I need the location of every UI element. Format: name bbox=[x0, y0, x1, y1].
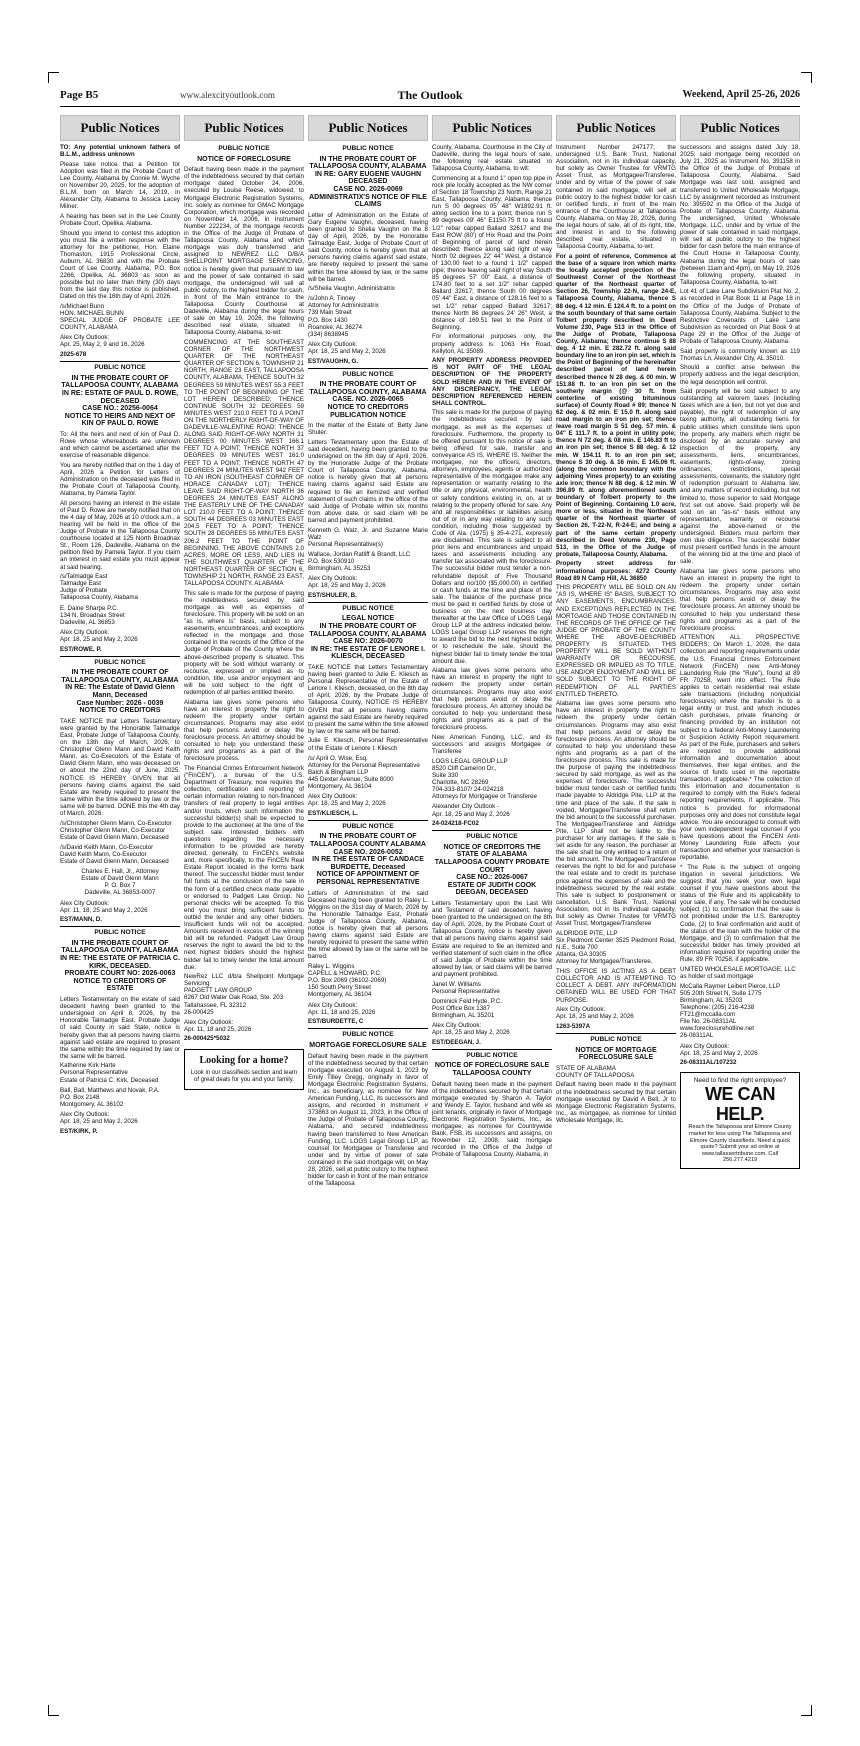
notice-divider bbox=[308, 368, 428, 369]
notice-label: PUBLIC NOTICE bbox=[342, 822, 394, 830]
notice-heading: NOTICE OF CREDITORS THE STATE OF ALABAMA TALLAPOOSA COUNTY PROBATE COURT CASE NO.: 2026-0067 ESTATE OF JUDITH COOK DEEGAN, DECEASED bbox=[434, 843, 550, 897]
promo-text: Reach the Tallapoosa and Elmore County market for less using The Tallapoosa and Elmore County classifieds. Need a quick quote? Submit your ad online at www.tallassertribune.com. Call 256.277.4219 bbox=[688, 1124, 792, 1164]
notice-heading: IN THE PROBATE COURT OF TALLAPOOSA COUNTY, ALABAMA IN RE: THE ESTATE OF PATRICIA C. KIRK, DECEASED. PROBATE COURT NO: 2026-0063 NOTICE TO CREDITORS OF ESTATE bbox=[60, 939, 180, 993]
notice-text: To: All the heirs and next of kin of Paul D. Rowe whose whereabouts are unknown and which cannot be ascertained after the exercise of reasonable diligence. bbox=[60, 430, 180, 460]
crop-mark-top-right bbox=[801, 72, 812, 83]
notice-divider bbox=[60, 656, 180, 657]
signature-block bbox=[60, 303, 180, 331]
address-line: 739 Main Street bbox=[308, 309, 352, 317]
address-line: 505 20th Street N, Suite 1775 bbox=[680, 989, 762, 997]
signature-line: 6267 Old Water Oak Road, Ste. 203 bbox=[184, 994, 284, 1002]
publication-dates: Alex City Outlook: Apr. 18, 25 and May 2, 2026 bbox=[308, 340, 386, 355]
address-line: Montgomery, AL 36104 bbox=[308, 991, 372, 999]
column-heading: Public Notices bbox=[308, 115, 428, 141]
notice-label: PUBLIC NOTICE bbox=[342, 1031, 394, 1039]
notice-label: PUBLIC NOTICE bbox=[342, 370, 394, 378]
address-line: McCalla Raymer Leibert Pierce, LLP bbox=[680, 982, 781, 990]
notice-text: Should you intend to contest this adoption you must file a written response with the attorney for the petitioner, Hon. Elaine Thomaston, 1915 Professional Circle, Auburn, AL 36830 and with the Probate Court of Lee County, Alabama, P.O. Box 2266, Opelika, AL 36803 as soon as possible but no later than thirty (30) days from the last day this notice is published. Dated on this the 16th day of April, 2026. bbox=[60, 229, 180, 301]
address-line: 150 South Perry Street bbox=[308, 984, 371, 992]
notice-reference: 1263-5397A bbox=[556, 1022, 591, 1030]
address-line: Charles E. Hall, Jr., Attorney bbox=[81, 868, 159, 876]
notice-text: Please take notice that a Petition for Adoption was filed in the Probate Court of Lee County, Alabama by Connie M. Wyche on November 20, 2025, for the adoption of B.L.M. born on March 14, 2019, in Alexander City, Alabama to Jessica Lacey Milner. bbox=[60, 160, 180, 211]
promo-headline: WE CAN HELP. bbox=[705, 1084, 775, 1125]
site-url[interactable]: www.alexcityoutlook.com bbox=[180, 90, 275, 100]
address-line: ALDRIDGE PITE, LLP bbox=[556, 929, 618, 937]
signature-line: Christopher Glenn Mann, Co-Executor bbox=[60, 826, 166, 834]
address-line: File No. 26-08311AL bbox=[680, 1018, 737, 1026]
address-line: Attorneys for Mortgagee or Transferee bbox=[432, 793, 537, 801]
notice-reference: EST/SHULER, B. bbox=[308, 591, 357, 599]
notice-text: Alabama law gives some persons who have an interest in property the right to redeem the property under certain circumstances. Programs may also exist that help persons avoid or delay the foreclosure process. An attorney should be consulted to help you understand these rights and programs as a part of the foreclosure process. bbox=[680, 567, 800, 632]
notice-label: PUBLIC NOTICE bbox=[590, 1035, 642, 1043]
column-4 bbox=[432, 115, 552, 1695]
signature-block bbox=[308, 527, 428, 548]
notice-reference: EST/ROWE, P. bbox=[60, 645, 102, 653]
column-heading: Public Notices bbox=[60, 115, 180, 141]
notice-heading: LEGAL NOTICE IN THE PROBATE COURT OF TALLAPOOSA COUNTY, ALABAMA CASE NO: 2026-0070 IN RE: THE ESTATE OF LENORE I. KLIESCH, DECEASED bbox=[309, 615, 427, 661]
notice-reference: 26-000425*5032 bbox=[184, 1035, 230, 1043]
signature-line: Julie E. Kliesch, Personal Representative of the Estate of Lenore I. Kliesch bbox=[308, 737, 428, 752]
notice-text: Letters Testamentary upon the Estate of said decedent, having been granted to the undersigned on the 8th day of April, 2026, by the Honorable Judge of the Probate Court of Tallapoosa County, Alabama, notice is hereby given that all persons having claims against said Estate are required to file an itemized and verified statement of such claims in the office of the said Judge of Probate within six months from above date, or said claim will be barred and payment prohibited. bbox=[308, 438, 428, 524]
column-1 bbox=[60, 115, 180, 1695]
attorney-address bbox=[60, 868, 180, 896]
notice-text: Alabama law gives some persons who have an interest in property the right to redeem the property under certain circumstances. Programs may also exist that help persons avoid or delay the foreclosure process. An attorney should be consulted to help you understand these rights and programs as a part of the foreclosure process. This sale is made for the purpose of paying the indebtedness secured by said mortgage, as well as the expenses of foreclosure. The successful bidder must tender cash or certified funds made payable to Aldridge Pite, LLP at the time and place of the sale. If the sale is voided, Mortgagee/Transferee shall return the bid amount to the successful purchaser. The Mortgagee/Transferee and Aldridge Pite, LLP shall not be liable to the purchaser for any damages. If the sale is set aside for any reason, the purchaser at the sale shall be only entitled to a return of the bid amount. The Mortgagee/Transferee reserves the right to bid for and purchase the real estate and to credit its purchase price against the expenses of sale and the indebtedness secured by the real estate. This sale is subject to postponement or cancellation. U.S. Bank Trust, National Association, not in its individual capacity, but solely as Owner Trustee for VRMTG Asset Trust, Mortgagee/Transferee bbox=[556, 700, 676, 928]
legal-description: For a point of reference, Commence at the base of a square iron which marks the locally accepted projection of the Southwest Corner of the Northeast quarter of the Northeast quarter of Section 26, Township 22-N, range 24-E, Tallapoosa County, Alabama, thence S 88 deg. 4 12 min. E 124.4 ft. to a point on the south boundary of that same certain Tolbert property described in Deed Volume 230, Page 513 in the Office of the Judge of Probate, Tallapoosa County, Alabama; thence continue S 88 deg. 4 12 min. E 282.72 ft. along said boundary line to an iron pin set, which is the Point of Beginning of the hereinafter described parcel of land herein described thence N 28 deg. & 00 min. W 151.88 ft. to an iron pin set on the southerly margin (@ 30 ft. from centerline of existing bituminous surface) of County Road # 89; thence N 62 deg. & 02 min. E 15.0 ft. along said road margin to an iron pin set; thence leave road margin S 51 deg. 57 min. & 04" E 111.7 ft. to a point in utility pole; thence N 72 deg. & 08 min. E 146.83 ft to an iron pin set; thence S 88 deg. & 12 min. W 154.11 ft. to an iron pin set; thence S 30 deg. & 16 min. E 145.06 ft. (along the common boundary with the adjoining Vines property) to an existing axle iron; thence N 88 deg. & 12 min. W 396.89 ft. along aforementioned south boundary of Tolbert property to the Point of Beginning. Containing 1.0 acre, more or less, situated in the Northeast quarter of the Northeast quarter of Section 26, T-22-N, R-24-E; and being a part of the same certain property described in Deed Volume 230, Page 513, in the Office of the Judge of probate, Tallapoosa County, Alabama. bbox=[556, 252, 676, 558]
legal-description: Lot 41 of Lake Lane Subdivision Plat No. 2, as recorded in Plat Book 11 at Page 18 in the Office of the Judge of Probate of Tallapoosa County, Alabama. Subject to the Restrictive Covenants of Lake Lane Subdivision as recorded on Plat Book 9 at Page 29 in the Office of the Judge of Probate of Tallapoosa County, Alabama. bbox=[680, 288, 800, 346]
address-line: Montgomery, AL 36102 bbox=[60, 1100, 124, 1108]
issue-date: Weekend, April 25-26, 2026 bbox=[682, 89, 800, 100]
notice-divider bbox=[556, 1033, 676, 1034]
notice-text: In the matter of the Estate of: Betty Jane Shuler. bbox=[308, 422, 428, 437]
address-line: P.O. Box 1430 bbox=[308, 316, 348, 324]
signature-line: Tallahassee, FL 32312 bbox=[184, 1001, 247, 1009]
notice-text: Letters Testamentary on the estate of said decedent having been granted to the undersigned on April 8, 2026, by the Honorable Talmadge East, Probate Judge of said County in said State, notice is hereby given that all persons having claims against said estate are required to present the same within the time required by law or the same will be barred. bbox=[60, 996, 180, 1060]
notice-heading: NOTICE OF FORECLOSURE SALE TALLAPOOSA COUNTY bbox=[434, 1062, 550, 1077]
signature-line: Katherine Kirk Harte bbox=[60, 1062, 116, 1070]
address-line: Attorney for the Personal Representative bbox=[308, 761, 420, 769]
attorney-address bbox=[60, 605, 180, 626]
classifieds-promo bbox=[184, 1049, 304, 1090]
address-line: www.foreclosurehotline.net bbox=[680, 1025, 754, 1033]
publication-dates: Alex City Outlook: Apr. 18, 25 and May 2, 2026 bbox=[60, 1110, 138, 1126]
signature-block bbox=[60, 820, 180, 841]
notice-label: PUBLIC NOTICE bbox=[94, 364, 146, 372]
notice-label: PUBLIC NOTICE bbox=[466, 833, 518, 841]
column-5 bbox=[556, 115, 676, 1695]
notice-text: This sale is made for the purpose of paying the indebtedness secured by said mortgage as well as expenses of foreclosure. This property will be sold on an "as is, where is" basis, subject to any easements, encumbrances, and exceptions reflected in the mortgage and those contained in the records of the Office of the Judge of Probate of the County where the above-described property is situated. This property will be sold without warranty or recourse, expressed or implied as to condition, title, use and/or enjoyment and will be sold subject to the right of redemption of all parties entitled thereto. bbox=[184, 589, 304, 697]
column-body bbox=[60, 144, 180, 1695]
notice-text: This sale is made for the purpose of paying the indebtedness secured by said mortgage, as well as the expenses of foreclosure. Furthermore, the property to be offered pursuant to this notice of sale is being offered for sale, transfer and conveyance AS IS, WHERE IS. Neither the mortgagee, nor the officers, directors, attorneys, employees, agents or authorized representative of the mortgagee make any representation or warranty relating to the title or any physical, environmental, health or safety conditions existing in, on, at or relating to the property offered for sale. Any and all responsibilities or liabilities arising out of or in any way relating to any such condition, including those suggested by Code of Ala. (1975) § 35-4-271, expressly are disclaimed. This sale is subject to all prior liens and encumbrances and unpaid taxes and assessments including any transfer tax associated with the foreclosure. The successful bidder must tender a non-refundable deposit of Five Thousand Dollars and no/100 ($5,000.00) in certified or cash funds at the time and place of the sale. The balance of the purchase price must be paid in certified funds by close of business on the next business day thereafter at the Law Office of LOGS Legal Group LLP at the address indicated below. LOGS Legal Group LLP reserves the right to award the bid to the next highest bidder, or to reschedule the sale, should the highest bidder fail to timely tender the total amount due. bbox=[432, 409, 552, 665]
legal-description: Commencing at a found 1" open top pipe in rock pile locally accepted as the NW corner of Section 18 Township 23 North, Range 21 East, Tallapoosa County, Alabama; thence run S 00 degrees 05' 48" W1892.91 ft. along section line to a point; thence run S 89 degrees 09' 46" E1150.75 ft to a found 1/2" rebar capped Ballard 32617 and the East ROW (80') of Hix Road and the Point of Beginning of parcel of land herein described; thence along said right of way North 02 degrees 22' 44" West, a distance of 130.00 feet to a found 1 1/2" capped pipe; thence leaving said right of way South 85 degrees 57' 00" East, a distance of 174.80 feet to a set 1/2" rebar capped Ballard 32617; thence South 00 degrees 05' 44" East, a distance of 128.16 feet to a set 1/2" rebar capped Ballard 32617; thence North 86 degrees 24' 26" West, a distance of 169.51 feet to the Point of Beginning. bbox=[432, 174, 552, 331]
address-line: LOGS LEGAL GROUP LLP bbox=[432, 757, 508, 765]
address-line: Birmingham, AL 35201 bbox=[432, 1011, 495, 1019]
notice-divider bbox=[308, 1028, 428, 1029]
signature-line: Estate of David Glenn Mann, Deceased bbox=[60, 858, 169, 866]
signature-block bbox=[308, 737, 428, 751]
signature-line: SPECIAL JUDGE OF PROBATE LEE COUNTY, ALABAMA bbox=[60, 317, 180, 332]
address-line: Post Office Box 1387 bbox=[432, 1004, 491, 1012]
promo-tagline: Need to find the right employee? bbox=[693, 1077, 787, 1085]
address-line: Ball, Ball, Matthews and Novak, P.A. bbox=[60, 1086, 160, 1094]
notice-text: For informational purposes only, the property address is: 1063 Hix Road, Kellyton, AL 35089. bbox=[432, 333, 552, 355]
signature-line: /s/Michael Bunn bbox=[60, 302, 105, 310]
signature-block bbox=[432, 981, 552, 995]
notices-columns bbox=[60, 115, 800, 1695]
signature-line: David Keith Mann, Co-Executor bbox=[60, 850, 147, 858]
crop-mark-top-left bbox=[48, 72, 59, 83]
notice-text: TAKE NOTICE that Letters Testamentary having been granted to Julie E. Kliesch as Personal Representative of the Estate of Lenore I. Kliesch, deceased, on the 8th day of April, 2026, by the Probate Judge of Tallapoosa County, NOTICE IS HEREBY GIVEN that all persons having claims against the said Estate are hereby required to present the same within the time allowed by law or the same will be barred. bbox=[308, 664, 428, 735]
publication-dates: Alex City Outlook: Apr. 11, 18 and 25, 2026 bbox=[184, 1018, 252, 1033]
attorney-address bbox=[556, 930, 676, 965]
publication-dates: Alex City Outlook: Apr. 18, 25 and May 2, 2026 bbox=[308, 793, 386, 808]
notice-text: You are hereby notified that on the 1 day of April, 2026 a Petition for Letters of Administration on the deceased was filed in the Probate Court of Tallapoosa County, Alabama, by Pamela Taylor. bbox=[60, 461, 180, 498]
notice-label: PUBLIC NOTICE bbox=[342, 604, 394, 612]
address-line: Attorney for Administratrix bbox=[308, 302, 379, 310]
notice-text: Letters Testamentary upon the Last Will and Testament of said decedent, having been granted to the undersigned on the 8th day of April, 2026, by the Probate Court of Tallapoosa County, notice is hereby given that all persons having claims against said Estate are required to file an itemized and verified statement of such claim in the office of said Judge of Probate within the time allowed by law, or said claims will be barred and payment prohibited. bbox=[432, 899, 552, 978]
address-line: Estate of David Glenn Mann bbox=[81, 875, 159, 883]
attorney-address bbox=[680, 983, 800, 1040]
page-header bbox=[60, 88, 800, 107]
notice-heading: NOTICE OF FORECLOSURE bbox=[197, 155, 291, 163]
notice-text: STATE OF ALABAMA COUNTY OF TALLAPOOSA bbox=[556, 1064, 635, 1079]
publication-dates: Alex City Outlook: Apr. 18, 25 and May 2, 2026 bbox=[680, 1042, 758, 1057]
address-line: Wallace, Jordan Ratliff & Brandt, LLC bbox=[308, 550, 411, 558]
publication-dates: Alex City Outlook: Apr. 18, 25 and May 2, 2026 bbox=[60, 628, 138, 643]
signature-line: /s/Christopher Glenn Mann, Co-Executor bbox=[60, 819, 172, 827]
signature-line: HON. MICHAEL BUNN bbox=[60, 310, 124, 318]
notice-reference: 2025-678 bbox=[60, 351, 87, 359]
signature-line: Kenneth G. Walz, Jr. and Suzanne Marie Walz bbox=[308, 526, 428, 541]
newspaper-title: The Outlook bbox=[397, 88, 463, 102]
signature-line: Estate of David Glenn Mann, Deceased bbox=[60, 833, 169, 841]
notice-text: Said property will be sold subject to any outstanding ad valorem taxes (including taxes which are a lien, but not yet due and payable), the right of redemption of any taxing authority, all outstanding liens for public utilities which constitute liens upon the property, any matters which might be disclosed by an accurate survey and inspection of the property, any assessments, liens, encumbrances, easements, rights-of-way, zoning ordinances, restrictions, special assessments, covenants, the statutory right of redemption pursuant to Alabama law, and any matters of record including, but not limited to, those superior to said Mortgage first set out above. Said property will be sold on an "as-is" basis without any representation, warranty or recourse against the above-named or the undersigned. Bidders must perform their own due diligence. The successful bidder must present certified funds in the amount of the winning bid at the time and place of sale. bbox=[680, 388, 800, 566]
notice-heading: IN THE PROBATE COURT OF TALLAPOOSA COUNTY, ALABAMA IN RE: The Estate of David Glenn Mann, Deceased Case Number: 2026 - 0039 NOTICE TO CREDITORS bbox=[61, 669, 179, 715]
signature-line: UNITED WHOLESALE MORTGAGE, LLC bbox=[680, 965, 796, 973]
attorney-address bbox=[308, 295, 428, 338]
notice-heading: IN THE PROBATE COURT OF TALLAPOOSA COUNTY, ALABAMA IN RE: GARY EUGENE VAUGHN DECEASED CASE NO. 2026-0069 ADMINISTRATIX'S NOTICE OF FILE CLAIMS bbox=[309, 155, 427, 209]
address-line: 8520 Cliff Cameron Dr., bbox=[432, 764, 497, 772]
signature-line: Talmadge East bbox=[60, 580, 101, 588]
address-line: CAPELL & HOWARD, P.C. bbox=[308, 970, 382, 978]
publication-dates: Alexander City Outlook - Apr. 18, 25 and May 2, 2026 bbox=[432, 803, 510, 818]
notice-text: Letter of Administration on the Estate of Gary Eugene Vaughn, deceased, having been granted to Shelia Vaughn on the 8 day of April, 2026, by the Honorable Talmadge East, Judge of Probate Court of said County, notice is hereby given that all persons having claims against said estate, are hereby required to present the same within the time allowed by law, or the same will be barred. bbox=[308, 211, 428, 283]
notice-reference: EST/KIRK, P. bbox=[60, 1127, 98, 1135]
notice-heading: IN THE PROBATE COURT OF TALLAPOOSA COUNTY, ALABAMA CASE. NO. 2026-0065 NOTICE TO CREDITORS PUBLICATION NOTICE bbox=[309, 381, 427, 419]
notice-text: The Financial Crimes Enforcement Network ("FinCEN"), a bureau of the U.S. Department of Treasury, now requires the collection, certification and reporting of certain information relating to non-financed transfers of real property to legal entities and/or trusts, which such information the successful bidder(s) shall be expected to provide to the auctioneer at the time of the subject sale. Interested bidders with questions regarding the necessary information to be provided are hereby directed, generally, to FinCEN's website and, more specifically, to the FinCEN Real Estate Report located in the forms bank thereof. The successful bidder must tender full funds at the conclusion of the sale in the form of a certified check made payable or endorsed to Padgett Law Group. No personal checks will be accepted. To this end you must bring sufficient funds to outbid the lender and any other bidders. Insufficient funds will not be accepted. Amounts received in excess of the winning bid will be refunded. Padgett Law Group reserves the right to award the bid to the next highest bidders should the highest bidder fail to timely tender the total amount due. bbox=[184, 764, 304, 971]
signature-block bbox=[60, 1062, 180, 1083]
notice-reference: EST/MANN, D. bbox=[60, 916, 102, 924]
notice-label: PUBLIC NOTICE bbox=[94, 929, 146, 937]
notice-text: A hearing has been set in the Lee County Probate Court, Opelika, Alabama. bbox=[60, 212, 180, 227]
signature-line: as holder of said mortgage bbox=[680, 972, 754, 980]
column-heading: Public Notices bbox=[432, 115, 552, 141]
address-line: Raley L. Wiggins bbox=[308, 963, 355, 971]
notice-text: Alabama law gives some persons who have an interest in property the right to redeem the property under certain circumstances. Programs may also exist that help persons avoid or delay the foreclosure process. An attorney should be consulted to help you understand these rights and programs as a part of the foreclosure process. bbox=[184, 698, 304, 763]
signature-line: /s/Shelia Vaughn, Administratrix bbox=[308, 285, 395, 293]
address-line: /s/John A. Tinney bbox=[308, 295, 356, 303]
address-line: Atlanta, GA 30305 bbox=[556, 951, 607, 958]
address-line: 26-08311AL bbox=[680, 1032, 714, 1040]
address-line: Dadeville, AL 36853 bbox=[60, 618, 115, 626]
address-line: Birmingham, AL 35203 bbox=[680, 996, 743, 1004]
signature-line: /s/David Keith Mann, Co-Executor bbox=[60, 843, 154, 851]
property-address: Said property is commonly known as 119 Thomas Ln, Alexander City, AL 35010. bbox=[680, 347, 800, 362]
notice-heading: IN THE PROBATE COURT OF TALLAPOOSA COUNTY ALABAMA CASE NO. 2026-0052 IN RE THE ESTATE OF CANDACE BURDETTE, Deceased NOTICE OF APPOINTMENT OF PERSONAL REPRESENTATIVE bbox=[310, 833, 426, 887]
publication-dates: Alex City Outlook: Apr. 25, May 2, 9 and 16, 2026 bbox=[60, 334, 145, 349]
signature-line: 26-000425 bbox=[184, 1008, 214, 1016]
address-line: Dadeville, AL 36853-0007 bbox=[84, 889, 156, 897]
address-line: Attorney for Mortgagee/Transferee. bbox=[556, 958, 653, 966]
notice-text: Should a conflict arise between the property address and the legal description, the legal description will control. bbox=[680, 364, 800, 386]
notice-text: Default having been made in the payment of the indebtedness secured by that certain mortgage executed by Sharon A. Taylor and Wendy E. Taylor, husband and wife as joint tenants, originally in favor of Mortgage Electronic Registration Systems, Inc., as mortgagee, as nominee for Countrywide Bank, FSB, its successors and assigns, on November 12, 2008, said mortgage recorded in the Office of the Judge of Probate of Tallapoosa County, Alabama, in bbox=[432, 1080, 552, 1159]
attorney-address bbox=[432, 998, 552, 1019]
signature-block bbox=[60, 844, 180, 865]
notice-divider bbox=[308, 820, 428, 821]
signature-line: PADGETT LAW GROUP bbox=[184, 987, 252, 995]
notice-text: County, Alabama, Courthouse in the City of Dadeville, during the legal hours of sale, the following real estate situated in Tallapoosa County, Alabama, to wit: bbox=[432, 144, 552, 173]
notice-reference: EST/DEEGAN, J. bbox=[432, 1038, 481, 1046]
notice-text: TAKE NOTICE that Letters Testamentary were granted by the Honorable Talmadge East, Probate Judge of Tallapoosa County, on the 13th day of March, 2026, to Christopher Glenn Mann and David Keith Mann, as Co-Executors of the Estate of David Glenn Mann, who was deceased on or about the 22nd day of June, 2025. NOTICE IS HEREBY GIVEN that all persons having claims against the said Estate are hereby required to present the same within the time allowed by law or the same will be barred. DONE this the 4th day of March, 2026. bbox=[60, 717, 180, 817]
address-line: 134 N. Broadnax Street bbox=[60, 611, 125, 619]
notice-text: Alabama law gives some persons who have an interest in property the right to redeem the property under certain circumstances. Programs may also exist that help persons avoid or delay the foreclosure process. An attorney should be consulted to help you understand these rights and programs as a part of the foreclosure process. bbox=[432, 667, 552, 731]
column-2 bbox=[184, 115, 304, 1695]
notice-label: PUBLIC NOTICE bbox=[94, 658, 146, 666]
attorney-address bbox=[308, 755, 428, 790]
address-line: FT21@mccalla.com bbox=[680, 1011, 736, 1019]
address-line: Montgomery, AL 36104 bbox=[308, 783, 372, 790]
attorney-address bbox=[60, 1087, 180, 1108]
notice-heading: MORTGAGE FORECLOSURE SALE bbox=[309, 1041, 427, 1049]
address-line: Telephone: (205) 216-4238 bbox=[680, 1004, 755, 1012]
signature-block bbox=[680, 966, 800, 980]
signature-line: /s/Talmadge East bbox=[60, 573, 108, 581]
column-heading: Public Notices bbox=[680, 115, 800, 141]
column-heading: Public Notices bbox=[556, 115, 676, 141]
notice-heading: NOTICE OF MORTGAGE FORECLOSURE SALE bbox=[575, 1046, 657, 1062]
column-heading: Public Notices bbox=[184, 115, 304, 141]
notice-text: All persons having an interest in the estate of Paul D. Rowe are hereby notified that on the 4 day of May, 2026 at 10 o'clock a.m., a hearing will be held in the office of the Judge of Probate in the Tallapoosa County courthouse located at 125 North Broadnax St., Room 126, Dadeville, Alabama on the petition filed by Pamela Taylor. If you claim an interest in said estate you must appear at said hearing. bbox=[60, 499, 180, 571]
crop-mark-bottom-right bbox=[801, 1705, 812, 1716]
address-line: Birmingham, AL 35253 bbox=[308, 564, 371, 572]
notice-text: THIS PROPERTY WILL BE SOLD ON AN "AS IS, WHERE IS" BASIS, SUBJECT TO ANY EASEMENTS, ENCUMBRANCES, AND EXCEPTIONS REFLECTED IN THE MORTGAGE AND THOSE CONTAINED IN THE RECORDS OF THE OFFICE OF THE JUDGE OF PROBATE OF THE COUNTY WHERE THE ABOVE-DESCRIBED PROPERTY IS SITUATED. THIS PROPERTY WILL BE SOLD WITHOUT WARRANTY OR RECOURSE, EXPRESSED OR IMPLIED AS TO TITLE, USE AND/OR ENJOYMENT AND WILL BE SOLD SUBJECT TO THE RIGHT OF REDEMPTION OF ALL PARTIES ENTITLED THERETO. bbox=[556, 584, 676, 698]
signature-line: New American Funding, LLC, and its successors and assigns Mortgagee or Transferee bbox=[432, 733, 552, 755]
notice-text: Default having been made in the payment of the indebtedness secured by that certain mortgage executed on August 1, 2023 by Emily Tilley Gregg, originally in favor of Mortgage Electronic Registration Systems, Inc., as beneficiary, as nominee for New American Funding, LLC, its successors and assigns, and recorded in Instrument # 373863 on August 11, 2023, in the Office of the Judge of Probate of Tallapoosa County, Alabama, and secured indebtedness having been transferred to New American Funding, LLC. LOGS Legal Group LLP, as counsel for Mortgagee or Transferee and under and by virtue of power of sale contained in the said mortgage will, on May 28, 2026, sell at public outcry to the highest bidder for cash in front of the main entrance of the Tallapoosa bbox=[308, 1052, 428, 1188]
column-body bbox=[556, 144, 676, 1695]
signature-line: Janet W. Williams bbox=[432, 980, 481, 988]
page-number: Page B5 bbox=[60, 89, 99, 101]
signature-block bbox=[432, 734, 552, 755]
signature-line: Estate of Patricia C. Kirk, Deceased bbox=[60, 1076, 159, 1084]
signature-block bbox=[184, 973, 304, 1016]
notice-text: Instrument Number 247177; the undersigned U.S. Bank Trust, National Association, not in its individual capacity, but solely as Owner Trustee for VRMTG Asset Trust, as Mortgagee/Transferee, under and by virtue of the power of sale contained in said mortgage, will sell at public outcry to the highest bidder for cash or certified funds, in front of the main entrance of the Courthouse at Tallapoosa County, Alabama, on May 28, 2026, during the legal hours of sale, all of its right, title, and interest in and to the following described real estate, situated in Tallapoosa County, Alabama, to-wit: bbox=[556, 144, 676, 251]
notice-reference: 24-024218-FC02 bbox=[432, 820, 479, 828]
publication-dates: Alex City Outlook: Apr. 18, 25 and May 2, 2026 bbox=[308, 575, 386, 590]
column-body bbox=[184, 144, 304, 1695]
notice-text: Default having been made in the payment of the indebtedness secured by that certain mortgage executed by David A Bell, Jr to Mortgage Electronic Registration Systems, Inc., as mortgagee, as nominee for United Wholesale Mortgage, llc, bbox=[556, 1081, 676, 1124]
address-line: P.O. Box 530910 bbox=[308, 557, 355, 565]
address-line: P.O. Box 2148 bbox=[60, 1093, 100, 1101]
property-address: Property street address for informational purposes: 4272 County Road 89 N Camp Hill, AL 36850 bbox=[556, 560, 676, 582]
notice-label: PUBLIC NOTICE bbox=[466, 1051, 518, 1059]
notice-reference: EST/VAUGHN, G. bbox=[308, 357, 359, 365]
publication-dates: Alex City Outlook: Apr. 18, 25 and May 2, 2026 bbox=[556, 1006, 634, 1021]
employment-promo bbox=[680, 1072, 800, 1169]
signature-line: Personal Representative bbox=[60, 1069, 128, 1077]
notice-divider bbox=[432, 830, 552, 831]
address-line: E. Daine Sharpe P.C. bbox=[60, 604, 119, 612]
address-line: P.O. Box 2069 (36102-2069) bbox=[308, 977, 387, 985]
column-body bbox=[308, 144, 428, 1695]
signature-line: NewRez LLC d/b/a Shellpoint Mortgage Servicing bbox=[184, 973, 304, 988]
notice-text: THIS OFFICE IS ACTING AS A DEBT COLLECTOR AND IS ATTEMPTING TO COLLECT A DEBT. ANY INFORMATION OBTAINED WILL BE USED FOR THAT PURPOSE. bbox=[556, 968, 676, 1004]
publication-dates: Alex City Outlook: Apr. 18, 25 and May 2, 2026 bbox=[432, 1021, 510, 1037]
notice-label: PUBLIC NOTICE bbox=[342, 145, 394, 152]
notice-text: * The Rule is the subject of ongoing litigation in several jurisdictions. We suggest that you seek your own legal counsel if you have questions about the status of the Rule and its applicability to your sale, if any. The sale will be conducted subject (1) to confirmation that the sale is not prohibited under the U.S. Bankruptcy Code, (2) to final confirmation and audit of the status of the loan with the holder of the Mortgage, and (3) to confirmation that the successful bidder has timely provided all information required for reporting under the Rule, 89 FR 70258, if applicable. bbox=[680, 863, 800, 963]
publication-dates: Alex City Outlook: Apr. 11, 18 and 25, 2026 bbox=[308, 1001, 376, 1016]
address-line: 445 Dexter Avenue, Suite 8000 bbox=[308, 775, 394, 783]
notice-reference: 26-08311AL/107232 bbox=[680, 1059, 737, 1067]
notice-text: ANY PROPERTY ADDRESS PROVIDED IS NOT PART OF THE LEGAL DESCRIPTION OF THE PROPERTY SOLD HEREIN AND IN THE EVENT OF ANY DISCREPANCY, THE LEGAL DESCRIPTION REFERENCED HEREIN SHALL CONTROL. bbox=[432, 357, 552, 407]
address-line: Charlotte, NC 28269 bbox=[432, 779, 489, 787]
promo-title: Looking for a home? bbox=[199, 1054, 289, 1066]
signature-line: Personal Representative(s) bbox=[308, 540, 383, 548]
address-line: Suite 330 bbox=[432, 772, 459, 780]
address-line: /s/ April O. Wise, Esq. bbox=[308, 754, 368, 762]
address-line: (334) 8638945 bbox=[308, 330, 349, 338]
signature-line: Tallapoosa County, Alabama bbox=[60, 594, 138, 602]
notice-text: Default having been made in the payment of the indebtedness secured by that certain mortgage dated October 24, 2006, executed by Louise Reese, widowed, to Mortgage Electronic Registration Systems, Inc. solely as nominee for GMAC Mortgage Corporation, which mortgage was recorded on November 14, 2006, in Instrument Number 222234, of the mortgage records in the Office of the Judge of Probate of Tallapoosa County, Alabama and which mortgage was duly transferred and assigned to NEWREZ LLC D/B/A SHELLPOINT MORTGAGE SERVICING, notice is hereby given that pursuant to law and the power of sale contained in said mortgage, the undersigned will sell at public outcry, to the highest bidder for cash, in front of the Main entrance to the Tallapoosa County Courthouse at Dadeville, Alabama during the legal hours of sale on May 19, 2026, the following described real estate, situated in Tallapoosa County, Alabama, to-wit: bbox=[184, 166, 304, 337]
notice-text: ATTENTION ALL PROSPECTIVE BIDDERS: On March 1, 2026, the data collection and reporting requirements under the U.S. Financial Crimes Enforcement Network (FinCEN) new Anti-Money Laundering Rule (the "Rule"), found at 89 FR 70258, went into effect. The Rule applies to certain residential real estate sale transactions (including nonjudicial foreclosures) where the transfer is to a legal entity or trust, and which includes cash purchases, private financing or financing provided by an institution not subject to a federal Anti-Money Laundering or Suspicion Activity Report requirement. As part of the Rule, purchasers and sellers are required to provide additional information and documentation about themselves, their legal entities, and the source of funds used in the reportable transaction, if applicable.* The collection of this information and documentation is required to comply with the Rule's federal reporting requirements, if applicable. This notice is provided for informational purposes only and does not constitute legal advice. You are encouraged to consult with your own independent legal counsel if you have questions about the FinCEN Anti-Money Laundering Rule affects your transaction and whether your transaction is reportable. bbox=[680, 634, 800, 862]
publication-dates: Alex City Outlook: Apr. 11, 18, 25 and May 2, 2026 bbox=[60, 899, 148, 914]
attorney-address bbox=[432, 758, 552, 801]
notice-reference: EST/KLIESCH, L. bbox=[308, 809, 358, 817]
address-line: Balch & Bingham LLP bbox=[308, 768, 369, 776]
notice-text: successors and assigns dated July 18, 2025; said mortgage being recorded on July 21, 2025 as Instrument No. 391158 in the Office of the Judge of Probate of Tallapoosa County, Alabama. Said Mortgage was last sold, assigned and transferred to United Wholesale Mortgage, LLC by assignment recorded as Instrument No. 395592 in the Office of the Judge of Probate of Tallapoosa County, Alabama. The undersigned, United Wholesale Mortgage, LLC, under and by virtue of the power of sale contained in said mortgage, will sell at public outcry to the highest bidder for cash before the main entrance of the Court House in Tallapoosa County, Alabama during the legal hours of sale (between 11am and 4pm), on May 19, 2026 the following property, situated in Tallapoosa County, Alabama, to-wit: bbox=[680, 144, 800, 286]
notice-text: Letters of Administration of the said Deceased having been granted to Raley L. Wiggins on the 31st day of March, 2026 by the Honorable Talmadge East, Probate Judge of Tallapoosa County, Alabama, notice is hereby given that all persons having claims against said Estate are hereby required to present the same within the time allowed by law or the same will be barred. bbox=[308, 889, 428, 961]
notice-label: PUBLIC NOTICE bbox=[218, 145, 270, 152]
signature-line: Personal Representative bbox=[432, 987, 500, 995]
address-line: 704-333-8107/ 24-024218 bbox=[432, 786, 504, 794]
notice-divider bbox=[60, 926, 180, 927]
notice-heading: IN THE PROBATE COURT OF TALLAPOOSA COUNTY, ALABAMA IN RE: ESTATE OF PAUL D. ROWE, DECEASED CASE NO.: 20256-0064 NOTICE TO HEIRS AND NEXT OF KIN OF PAUL D. ROWE bbox=[61, 374, 179, 428]
signature-block bbox=[60, 573, 180, 601]
signature-block bbox=[308, 285, 428, 292]
notice-divider bbox=[432, 1049, 552, 1050]
address-line: Roanoke, AL 36274 bbox=[308, 323, 363, 331]
column-body bbox=[680, 144, 800, 1695]
address-line: Six Piedmont Center 3525 Piedmont Road, N.E., Suite 700 bbox=[556, 936, 676, 951]
crop-mark-bottom-left bbox=[48, 1705, 59, 1716]
notice-divider bbox=[60, 361, 180, 362]
column-6 bbox=[680, 115, 800, 1695]
attorney-address bbox=[308, 551, 428, 572]
attorney-address bbox=[308, 963, 428, 998]
notice-divider bbox=[308, 602, 428, 603]
notice-reference: EST/BURDETTE, C bbox=[308, 1018, 364, 1026]
notice-text: TO: Any potential unknown fathers of B.L.M., address unknown bbox=[60, 144, 180, 159]
promo-text: Look in our classifieds section and learn of great deals for you and your family. bbox=[190, 1069, 298, 1083]
address-line: P. O. Box 7 bbox=[104, 882, 136, 890]
signature-line: Judge of Probate bbox=[60, 587, 108, 595]
address-line: Dominick Feld Hyde, P.C. bbox=[432, 997, 503, 1005]
legal-description: COMMENCING AT THE SOUTHEAST CORNER OF THE NORTHWEST QUARTER OF THE NORTHEAST QUARTER OF SECTION 6, TOWNSHIP 21 NORTH, RANGE 23 EAST, TALLAPOOSA COUNTY, ALABAMA; THENCE SOUTH 32 DEGREES 59 MINUTES WEST 55.3 FEET TO THE POINT OF BEGINNING OF THE LOT HEREIN DESCRIBED; THENCE CONTINUE SOUTH 32 DEGREES 59 MINUTES WEST 210.0 FEET TO A POINT ON THE NORTHERLY RIGHT-OF-WAY OF DADEVILLE-VALENTINE ROAD; THENCE ALONG SAID RIGHT-OF-WAY NORTH 31 DEGREES 00 MINUTES WEST 166.1 FEET TO A POINT; THENCE NORTH 37 DEGREES 09 MINUTES WEST 161.0 FEET TO A POINT; THENCE NORTH 47 DEGREES 24 MINUTES WEST 942 FEET TO AN IRON (SOUTHEAST CORNER OF HORACE CANADAY LOT); THENCE LEAVE SAID RIGHT-OF-WAY NORTH 36 DEGREES 24 MINUTES EAST ALONG THE EASTERLY LINE OF THE CANADAY LOT 210.0 FEET TO A POINT; THENCE SOUTH 44 DEGREES 03 MINUTES EAST 204.5 FEET TO A POINT; THENCE SOUTH 28 DEGREES 55 MINUTES EAST 206.2 FEET TO THE POINT OF BEGINNING. THE ABOVE CONTAINS 2.0 ACRES, MORE OR LESS, AND LIES IN THE SOUTHWEST QUARTER OF THE NORTHEAST QUARTER OF SECTION 6, TOWNSHIP 21 NORTH, RANGE 23 EAST, TALLAPOOSA COUNTY, ALABAMA bbox=[184, 338, 304, 588]
column-3 bbox=[308, 115, 428, 1695]
column-body bbox=[432, 144, 552, 1695]
